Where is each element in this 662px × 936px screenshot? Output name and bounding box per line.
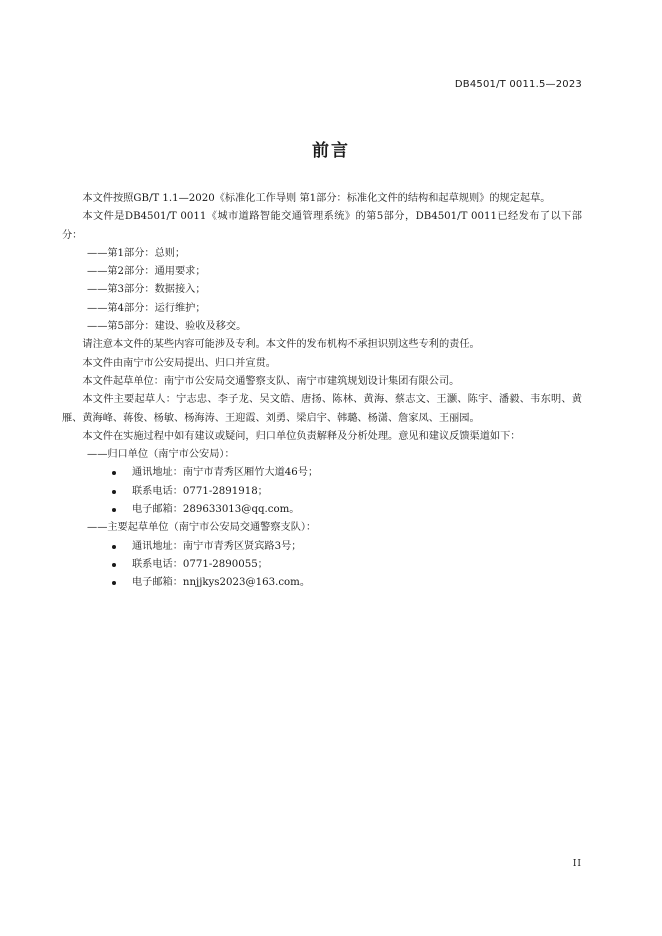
contact-item: 联系电话：0771-2891918； — [62, 483, 582, 501]
bullet-icon — [112, 563, 116, 567]
paragraph-drafting-rules: 本文件按照GB/T 1.1—2020《标准化工作导则 第1部分：标准化文件的结构和起草规则》的规定起草。 — [82, 193, 551, 204]
contact-item: 联系电话：0771-2890055； — [62, 556, 582, 574]
bullet-icon — [112, 490, 116, 494]
contact-item: 电子邮箱：nnjjkys2023@163.com。 — [62, 574, 582, 592]
paragraph-series-info: 本文件是DB4501/T 0011《城市道路智能交通管理系统》的第5部分，DB4501/T 0011已经发布了以下部分： — [62, 211, 582, 241]
bullet-icon — [112, 545, 116, 549]
document-code: DB4501/T 0011.5—2023 — [454, 79, 582, 90]
paragraph-feedback: 本文件在实施过程中如有建议或疑问，归口单位负责解释及分析处理。意见和建议反馈渠道如下： — [82, 430, 521, 442]
part-list-item: ——第3部分：数据接入； — [87, 284, 206, 296]
contact-unit-heading: ——主要起草单位（南宁市公安局交通警察支队）： — [87, 522, 317, 534]
paragraph-patent-notice: 请注意本文件的某些内容可能涉及专利。本文件的发布机构不承担识别这些专利的责任。 — [82, 339, 480, 351]
page-number: II — [572, 859, 582, 869]
document-body — [62, 190, 582, 593]
paragraph-drafting-units: 本文件起草单位：南宁市公安局交通警察支队、南宁市建筑规划设计集团有限公司。 — [82, 375, 460, 387]
contact-item: 通讯地址：南宁市青秀区厢竹大道46号； — [62, 464, 582, 482]
contact-unit-heading: ——归口单位（南宁市公安局）： — [87, 449, 235, 461]
paragraph-drafters: 本文件主要起草人：宁志忠、李子龙、吴文皓、唐扬、陈林、黄海、蔡志文、王灏、陈宇、潘毅、韦东明、黄雁、黄海峰、蒋俊、杨敏、杨海涛、王迎霞、刘勇、梁启宇、韩璐、杨潇、詹家凤、王丽园。 — [62, 394, 582, 424]
contact-item: 电子邮箱：289633013@qq.com。 — [62, 501, 582, 519]
part-list-item: ——第2部分：通用要求； — [87, 266, 206, 278]
part-list-item: ——第1部分：总则； — [87, 247, 186, 259]
part-list-item: ——第5部分：建设、验收及移交。 — [87, 321, 247, 333]
paragraph-proposer: 本文件由南宁市公安局提出、归口并宣贯。 — [82, 357, 276, 369]
part-list-item: ——第4部分：运行维护； — [87, 302, 206, 314]
page-title: 前言 — [312, 141, 350, 161]
contact-item: 通讯地址：南宁市青秀区贤宾路3号； — [62, 538, 582, 556]
